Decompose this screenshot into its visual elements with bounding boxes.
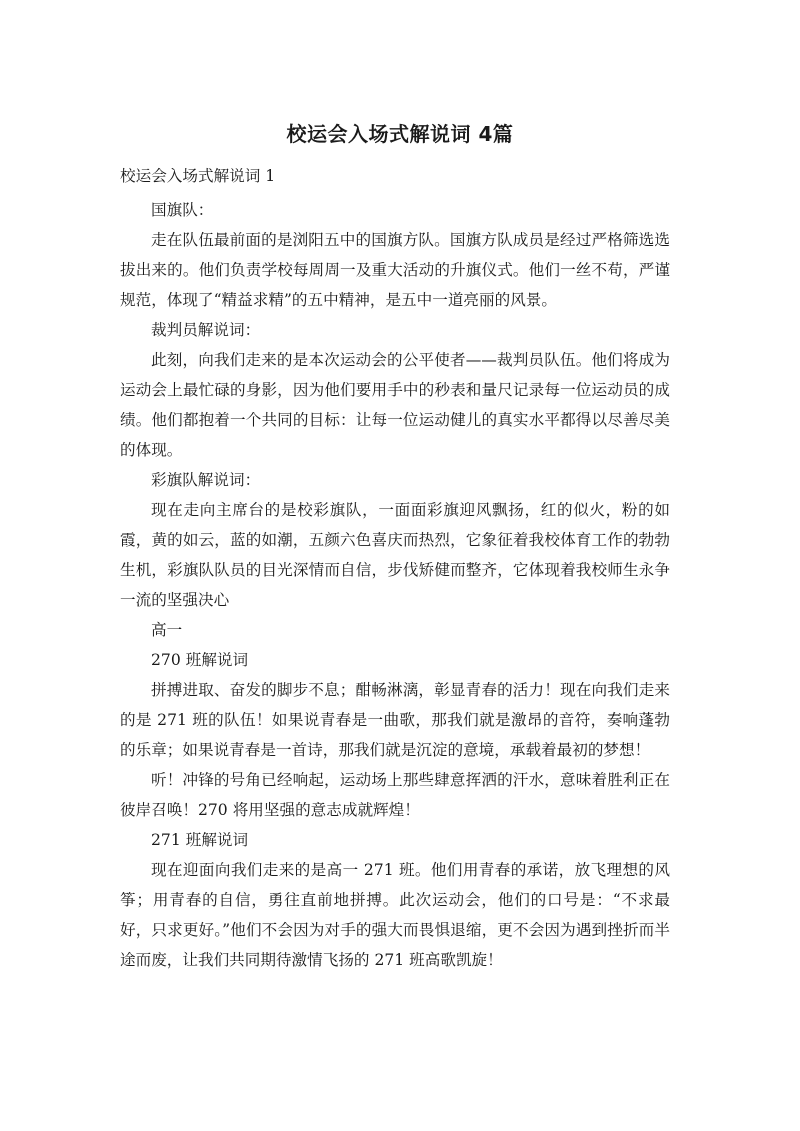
flag-team-label: 国旗队： [151,201,214,219]
referee-paragraph: 此刻，向我们走来的是本次运动会的公平使者——裁判员队伍。他们将成为运动会上最忙碌的身影，因为他们要用手中的秒表和量尺记录每一位运动员的成绩。他们都抱着一个共同的目标：让每一位运动健儿的真实水平都得以尽善尽美的体现。 [120,351,670,459]
grade-label: 高一 [151,621,183,639]
color-flag-label: 彩旗队解说词： [151,471,261,489]
class-271-paragraph: 现在迎面向我们走来的是高一 271 班。他们用青春的承诺，放飞理想的风筝；用青春的自信，勇往直前地拼搏。此次运动会，他们的口号是：“不求最好，只求更好。”他们不会因为对手的强大而畏惧退缩，更不会因为遇到挫折而半途而废，让我们共同期待激情飞扬的 271 班高歌凯旋！ [120,861,670,969]
document-title: 校运会入场式解说词 4篇 [286,122,514,146]
flag-team-paragraph: 走在队伍最前面的是浏阳五中的国旗方队。国旗方队成员是经过严格筛选选拔出来的。他们负责学校每周周一及重大活动的升旗仪式。他们一丝不苟，严谨规范，体现了“精益求精”的五中精神，是五中一道亮丽的风景。 [120,231,670,309]
class-270-paragraph-1: 拼搏进取、奋发的脚步不息；酣畅淋漓，彰显青春的活力！现在向我们走来的是 271 班的队伍！如果说青春是一曲歌，那我们就是激昂的音符，奏响蓬勃的乐章；如果说青春是一首诗，那我们就是沉淀的意境，承载着最初的梦想！ [120,681,670,759]
color-flag-paragraph: 现在走向主席台的是校彩旗队，一面面彩旗迎风飘扬，红的似火，粉的如霞，黄的如云，蓝的如潮，五颜六色喜庆而热烈，它象征着我校体育工作的勃勃生机，彩旗队队员的目光深情而自信，步伐矫健而整齐，它体现着我校师生永争一流的坚强决心 [120,501,670,609]
document-body [120,161,670,975]
class-270-paragraph-2: 听！冲锋的号角已经响起，运动场上那些肆意挥洒的汗水，意味着胜利正在彼岸召唤！270 将用坚强的意志成就辉煌！ [120,771,670,819]
class-270-label: 270 班解说词 [151,651,249,669]
referee-label: 裁判员解说词： [151,321,261,339]
class-271-label: 271 班解说词 [151,831,249,849]
section-heading: 校运会入场式解说词 1 [120,167,276,185]
